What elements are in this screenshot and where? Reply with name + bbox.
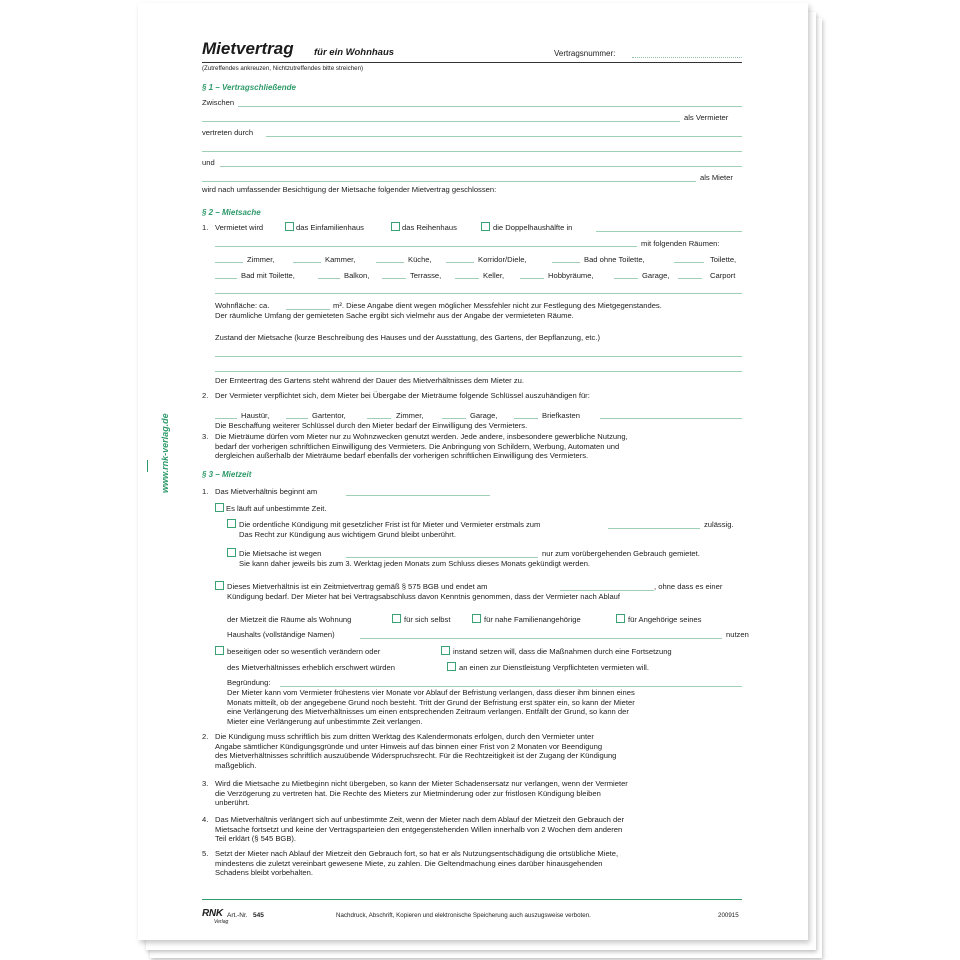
item-number: 2.: [202, 391, 209, 400]
kuendigungsform-paragraph: [215, 732, 616, 770]
als-vermieter-label: als Vermieter: [684, 113, 729, 122]
rooms-extra-field[interactable]: [215, 293, 742, 294]
haushalt-names-field[interactable]: [360, 638, 722, 639]
landlord-name-field-1[interactable]: [238, 106, 742, 107]
verlaengerung-paragraph: [215, 815, 624, 844]
paragraph-line: Die Kündigung muss schriftlich bis zum dritten Werktag des Kalendermonats erfolgen, durch den Vermieter unter: [215, 732, 594, 741]
begruendung-label: Begründung:: [227, 678, 271, 687]
paragraph-line: unberührt.: [215, 798, 250, 808]
paragraph-line: die Verzögerung zu vertreten hat. Die Rechte des Mieters zur Mietminderung oder zur fristlosen Kündigung bleiben: [215, 788, 601, 798]
contract-number-field[interactable]: [632, 57, 742, 58]
nutzungsentschaedigung-paragraph: [215, 849, 618, 878]
mit-raeumen-label: mit folgenden Räumen:: [641, 239, 720, 248]
section-1-heading: § 1 – Vertragschließende: [202, 83, 296, 92]
room-label: Carport: [710, 271, 736, 280]
room-count-field[interactable]: [215, 278, 237, 279]
checkbox-dienstleistung[interactable]: [447, 662, 456, 671]
checkbox-fuer-sich-selbst[interactable]: [392, 614, 401, 623]
vertreten-label: vertreten durch: [202, 128, 254, 137]
room-label: Bad mit Toilette,: [241, 271, 295, 280]
room-label: Küche,: [408, 255, 432, 264]
zustand-field-2[interactable]: [215, 371, 742, 372]
instruction-note: (Zutreffendes ankreuzen, Nichtzutreffendes bitte streichen): [202, 65, 364, 72]
key-count-field[interactable]: [514, 418, 538, 419]
paragraph-line: Teil erklärt (§ 545 BGB).: [215, 834, 297, 844]
checkbox-doppelhaushaelfte[interactable]: [481, 222, 490, 231]
header-rule: [202, 62, 742, 63]
zustand-field-1[interactable]: [215, 356, 742, 357]
beginnt-label: Das Mietverhältnis beginnt am: [215, 487, 318, 496]
wegen-field[interactable]: [346, 557, 538, 558]
checkbox-beseitigen[interactable]: [215, 646, 224, 655]
rnk-logo: RNK: [202, 908, 223, 919]
checkbox-unbestimmte-zeit[interactable]: [215, 503, 224, 512]
margin-mark: [147, 460, 148, 472]
room-label: Kammer,: [325, 255, 356, 264]
paragraph-line: Das Mietverhältnis verlängert sich auf unbestimmte Zeit, wenn der Mieter nach dem Ablauf der Mietzeit den Gebrauch der: [215, 815, 624, 824]
paragraph-line: maßgeblich.: [215, 760, 257, 770]
room-count-field[interactable]: [215, 262, 243, 263]
option-dienstleistung: an einen zur Dienstleistung Verpflichteten vermieten will.: [459, 663, 649, 672]
key-label: Garage,: [470, 411, 498, 420]
footer-rule: [202, 899, 742, 900]
form-page: [138, 3, 808, 940]
room-label: Toilette,: [710, 255, 737, 264]
nutzen-label: nutzen: [726, 630, 749, 639]
paragraph-line: Der Mieter kann vom Vermieter frühestens vier Monate vor Ablauf der Befristung verlangen, dass dieser ihm binnen eines: [227, 688, 635, 697]
section-3-heading: § 3 – Mietzeit: [202, 470, 252, 479]
option-instand: instand setzen will, dass die Maßnahmen durch eine Fortsetzung: [453, 647, 672, 656]
paragraph-line: Mietsache fortsetzt und keine der Vertragsparteien den entgegenstehenden Willen innerhalb von 2 Wochen dem anderen: [215, 824, 623, 834]
schluessel-text: Der Vermieter verpflichtet sich, dem Mieter bei Übergabe der Mieträume folgende Schlüssel auszuhändigen für:: [215, 391, 590, 400]
option-familie: für nahe Familienangehörige: [484, 615, 581, 624]
checkbox-instand-setzen[interactable]: [441, 646, 450, 655]
item-number: 4.: [202, 815, 209, 824]
zeitmiet-text-c: Kündigung bedarf. Der Mieter hat bei Vertragsabschluss davon Kenntnis genommen, dass der Vermieter nach Ablauf: [227, 592, 620, 601]
room-label: Zimmer,: [247, 255, 275, 264]
tenant-name-field-2[interactable]: [202, 181, 696, 182]
key-label: Gartentor,: [312, 411, 346, 420]
nutzung-paragraph: [215, 432, 628, 461]
form-code: 200915: [718, 912, 739, 919]
checkbox-familienangehoerige[interactable]: [472, 614, 481, 623]
item-number: 2.: [202, 732, 209, 741]
zeitmiet-text-d: der Mietzeit die Räume als Wohnung: [227, 615, 352, 624]
wohnflaeche-label: Wohnfläche: ca.: [215, 301, 270, 310]
start-date-field[interactable]: [346, 495, 490, 496]
paragraph-line: dergleichen außerhalb der Mieträume bedarf ebenfalls der vorherigen schriftlichen Einwilligung des Vermieters.: [215, 451, 589, 461]
room-label: Korridor/Diele,: [478, 255, 527, 264]
checkbox-voruebergehend[interactable]: [227, 548, 236, 557]
location-field[interactable]: [596, 231, 742, 232]
uebergabe-paragraph: [215, 779, 628, 808]
key-extra-field[interactable]: [600, 418, 742, 419]
room-count-field[interactable]: [318, 278, 340, 279]
begruendung-field[interactable]: [280, 686, 742, 687]
room-count-field[interactable]: [520, 278, 544, 279]
paragraph-line: des Mietverhältnisses schriftlich auszuübende Widerspruchsrecht. Für die Rechtzeitigkeit ist der Zugang der Kündigung: [215, 751, 617, 761]
room-count-field[interactable]: [446, 262, 474, 263]
beschaffung-text: Die Beschaffung weiterer Schlüssel durch den Mieter bedarf der Einwilligung des Vermieters.: [215, 421, 528, 430]
zustand-label: Zustand der Mietsache (kurze Beschreibung des Hauses und der Ausstattung, des Gartens, der Bepflanzung, etc.): [215, 333, 600, 342]
key-count-field[interactable]: [442, 418, 466, 419]
landlord-name-field-2[interactable]: [202, 121, 680, 122]
wegen-text-2: Sie kann daher jeweils bis zum 3. Werktag jeden Monats zum Schluss dieses Monats gekündigt werden.: [239, 559, 591, 568]
paragraph-line: Mieter eine Verlängerung auf unbestimmte Zeit verlangen.: [227, 716, 423, 726]
room-count-field[interactable]: [678, 278, 702, 279]
wohnflaeche-text: m². Diese Angabe dient wegen möglicher Messfehler nicht zur Festlegung des Mietgegenstandes.: [333, 301, 662, 310]
vermietet-label: Vermietet wird: [215, 223, 264, 232]
room-count-field[interactable]: [382, 278, 406, 279]
room-label: Terrasse,: [410, 271, 442, 280]
key-count-field[interactable]: [367, 418, 391, 419]
key-count-field[interactable]: [286, 418, 308, 419]
zulaessig-label: zulässig.: [704, 520, 734, 529]
paragraph-line: Setzt der Mieter nach Ablauf der Mietzeit den Gebrauch fort, so hat er als Nutzungsentschädigung die ortsübliche Miete,: [215, 849, 619, 858]
room-count-field[interactable]: [674, 262, 704, 263]
wohnflaeche-field[interactable]: [286, 309, 330, 310]
room-label: Bad ohne Toilette,: [584, 255, 645, 264]
key-label: Zimmer,: [396, 411, 424, 420]
room-count-field[interactable]: [614, 278, 638, 279]
haushalt-label: Haushalts (vollständige Namen): [227, 630, 335, 639]
option-beseitigen: beseitigen oder so wesentlich verändern oder: [227, 647, 381, 656]
kuendigung-text-2: Das Recht zur Kündigung aus wichtigem Grund bleibt unberührt.: [239, 530, 456, 539]
kuendigung-date-field[interactable]: [608, 528, 700, 529]
section-2-heading: § 2 – Mietsache: [202, 208, 261, 217]
zeitmiet-text: Dieses Mietverhältnis ist ein Zeitmietvertrag gemäß § 575 BGB und endet am: [227, 582, 488, 591]
address-field[interactable]: [215, 246, 637, 247]
unbestimmt-label: Es läuft auf unbestimmte Zeit.: [226, 504, 327, 513]
checkbox-einfamilienhaus[interactable]: [285, 222, 294, 231]
zeitmiet-text-b: , ohne dass es einer: [654, 582, 723, 591]
item-number: 3.: [202, 432, 209, 441]
checkbox-reihenhaus[interactable]: [391, 222, 400, 231]
copyright-notice: Nachdruck, Abschrift, Kopieren und elektronische Speicherung auch auszugsweise verboten.: [336, 912, 591, 919]
rnk-logo-sub: Verlag: [214, 919, 229, 925]
paragraph-line: Angabe sämtlicher Kündigungsgründe und unter Hinweis auf das binnen einer Frist von 2 Monaten vor Beendigung: [215, 741, 603, 751]
side-website-text: www.rnk-verlag.de: [160, 413, 170, 493]
item-number: 1.: [202, 223, 209, 232]
representative-field-2[interactable]: [202, 151, 742, 152]
wohnflaeche-text-2: Der räumliche Umfang der gemieteten Sache ergibt sich vielmehr aus der Angabe der vermieteten Räume.: [215, 311, 574, 320]
item-number: 5.: [202, 849, 209, 858]
und-label: und: [202, 158, 215, 167]
room-count-field[interactable]: [455, 278, 479, 279]
item-number: 3.: [202, 779, 209, 788]
key-label: Briefkasten: [542, 411, 580, 420]
option-einfamilienhaus: das Einfamilienhaus: [296, 223, 364, 232]
room-count-field[interactable]: [376, 262, 404, 263]
paragraph-line: Schadens bleibt vorbehalten.: [215, 868, 313, 878]
ernteertrag-text: Der Ernteertrag des Gartens steht während der Dauer des Mietverhältnisses dem Mieter zu.: [215, 376, 524, 385]
tenant-name-field-1[interactable]: [220, 166, 742, 167]
end-date-field[interactable]: [560, 590, 654, 591]
als-mieter-label: als Mieter: [700, 173, 733, 182]
kuendigung-text: Die ordentliche Kündigung mit gesetzlicher Frist ist für Mieter und Vermieter erstmals zum: [239, 520, 541, 529]
paragraph-line: bedarf der vorherigen schriftlichen Einwilligung des Vermieters. Die Anbringung von Schildern, Werbung, Automaten und: [215, 441, 620, 451]
representative-field-1[interactable]: [266, 136, 742, 137]
article-label: Art.-Nr.: [227, 912, 248, 919]
page-title: Mietvertrag: [202, 39, 294, 58]
contract-number-label: Vertragsnummer:: [554, 49, 616, 58]
option-reihenhaus: das Reihenhaus: [402, 223, 457, 232]
room-label: Balkon,: [344, 271, 370, 280]
befristung-paragraph: [227, 688, 635, 726]
zwischen-label: Zwischen: [202, 98, 235, 107]
paragraph-line: eine Verlängerung des Mietverhältnisses um einen entsprechenden Zeitraum verlangen. Entfällt der Grund, so kann der: [227, 707, 629, 717]
option-angehoerige: für Angehörige seines: [628, 615, 702, 624]
erschwert-text: des Mietverhältnisses erheblich erschwert würden: [227, 663, 395, 672]
option-doppelhaushaelfte: die Doppelhaushälfte in: [493, 223, 573, 232]
checkbox-zeitmietvertrag[interactable]: [215, 581, 224, 590]
paragraph-line: Wird die Mietsache zu Mietbeginn nicht übergeben, so kann der Mieter Schadensersatz nur verlangen, wenn der Vermieter: [215, 779, 628, 788]
article-number: 545: [253, 912, 264, 919]
paragraph-line: mindestens die zuletzt vereinbart gewesene Miete, zu zahlen. Die Geltendmachung eines darüber hinausgehenden: [215, 858, 603, 868]
option-selbst: für sich selbst: [404, 615, 451, 624]
paragraph-line: Monats mitteilt, ob der angegebene Grund noch besteht. Tritt der Grund der Befristung erst später ein, so kann der Mieter: [227, 697, 635, 707]
checkbox-haushaltsangehoerige[interactable]: [616, 614, 625, 623]
page-subtitle: für ein Wohnhaus: [314, 47, 395, 58]
key-count-field[interactable]: [215, 418, 237, 419]
besichtigung-text: wird nach umfassender Besichtigung der Mietsache folgender Mietvertrag geschlossen:: [202, 185, 497, 194]
wegen-label: Die Mietsache ist wegen: [239, 549, 322, 558]
item-number: 1.: [202, 487, 209, 496]
room-label: Hobbyräume,: [548, 271, 594, 280]
room-count-field[interactable]: [552, 262, 580, 263]
wegen-text: nur zum vorübergehenden Gebrauch gemietet.: [542, 549, 700, 558]
room-count-field[interactable]: [293, 262, 321, 263]
room-label: Garage,: [642, 271, 670, 280]
checkbox-ordentliche-kuendigung[interactable]: [227, 519, 236, 528]
room-label: Keller,: [483, 271, 505, 280]
key-label: Haustür,: [241, 411, 270, 420]
paragraph-line: Die Mieträume dürfen vom Mieter nur zu Wohnzwecken genutzt werden. Jede andere, insbesondere gewerbliche Nutzung,: [215, 432, 628, 441]
